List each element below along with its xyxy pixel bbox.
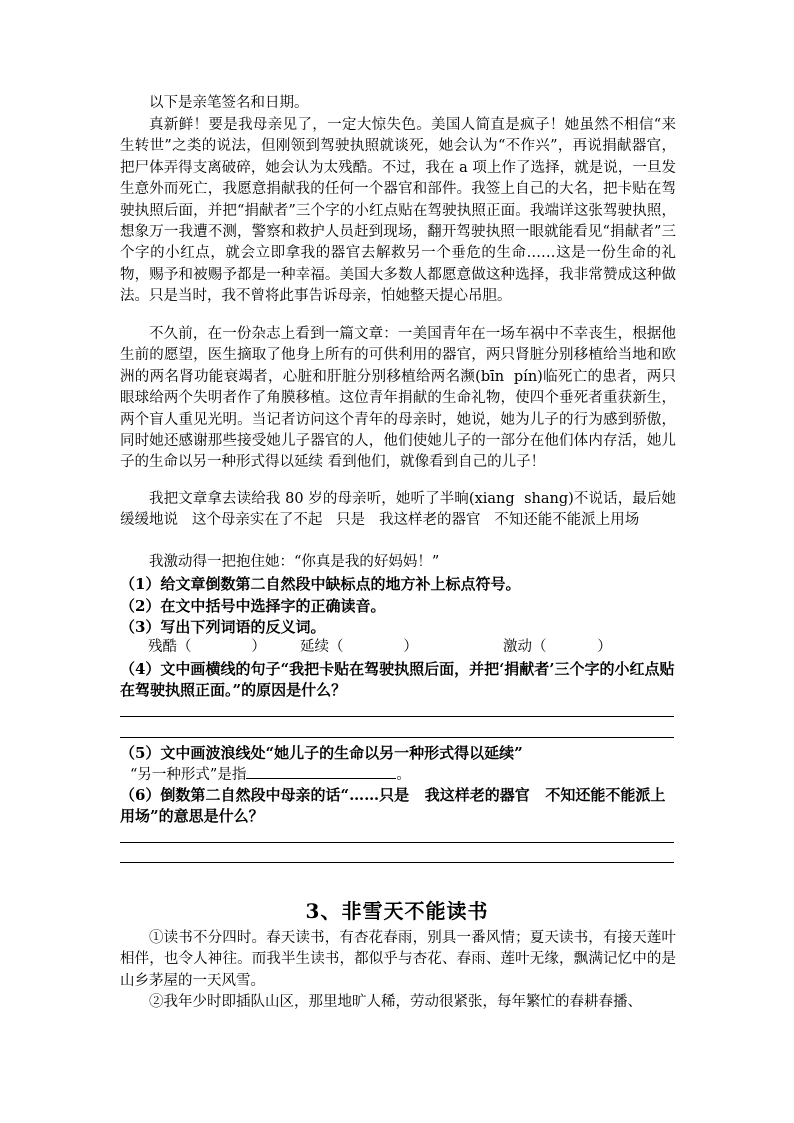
answer-line — [120, 737, 674, 738]
paragraph-signature: 以下是亲笔签名和日期。 — [149, 95, 309, 111]
question-3: （3）写出下列词语的反义词。 — [120, 618, 326, 636]
answer-line — [120, 862, 674, 863]
paragraph-hug-mother: 我激动得一把抱住她：“你真是我的好妈妈！” — [149, 554, 440, 570]
paragraph-magazine-article: 不久前，在一份杂志上看到一篇文章：一美国青年在一场车祸中不幸丧生，根据他生前的愿望，医生摘取了他身上所有的可供利用的器官，两只肾脏分别移植给当地和欧洲的两名肾功能衰竭者，心脏和肝脏分别移植给两名濒(bīn pín)临死亡的患者，两只眼球给两个失明者作了角膜移植。这位青年捐献的生命礼物，使四个垂死者重获新生，两个盲人重见光明。当记者访问这个青年的母亲时，她说，她为儿子的行为感到骄傲，同时她还感谢那些接受她儿子器官的人，他们使她儿子的一部分在他们体内存活，她儿子的生命以另一种形式得以延续 看到他们，就像看到自己的儿子！ — [120, 326, 676, 471]
answer-line — [120, 842, 674, 843]
question-5: （5）文中画波浪线处“她儿子的生命以另一种形式得以延续” — [120, 744, 523, 762]
question-1: （1）给文章倒数第二自然段中缺标点的地方补上标点符号。 — [120, 575, 521, 593]
section-paragraph-1: ①读书不分四时。春天读书，有杏花春雨，别具一番风情；夏天读书，有接天莲叶相伴，也令人神往。而我半生读书，都似乎与杏花、春雨、莲叶无缘，飘满记忆中的是山乡茅屋的一天风雪。 — [120, 930, 676, 989]
question-4: （4）文中画横线的句子“我把卡贴在驾驶执照后面，并把‘捐献者’三个字的小红点贴在驾驶执照正面。”的原因是什么？ — [120, 660, 675, 700]
question-6: （6）倒数第二自然段中母亲的话“……只是 我这样老的器官 不知还能不能派上用场”的意思是什么？ — [120, 786, 666, 826]
antonym-excited: 激动（ ） — [503, 639, 612, 655]
answer-line — [120, 716, 674, 717]
antonym-continue: 延续（ ） — [300, 639, 418, 655]
question-2: （2）在文中括号中选择字的正确读音。 — [120, 597, 386, 615]
question-5-sub — [130, 764, 411, 786]
paragraph-mother-reading: 我把文章拿去读给我 80 岁的母亲听，她听了半晌(xiang shang)不说话，最后她缓缓地说 这个母亲实在了不起 只是 我这样老的器官 不知还能不能派上用场 — [120, 491, 676, 529]
section-title: 3、非雪天不能读书 — [305, 899, 489, 923]
antonym-cruel: 残酷（ ） — [148, 639, 266, 655]
question-5-suffix: 。 — [396, 767, 411, 783]
section-paragraph-2: ②我年少时即插队山区，那里地旷人稀，劳动很紧张，每年繁忙的春耕春播、 — [149, 994, 642, 1010]
paragraph-driving-license: 真新鲜！要是我母亲见了，一定大惊失色。美国人简直是疯子！她虽然不相信“来生转世”之类的说法，但刚领到驾驶执照就谈死，她会认为“不作兴”，再说捐献器官，把尸体弄得支离破碎，她会认为太残酷。不过，我在 a 项上作了选择，就是说，一旦发生意外而死亡，我愿意捐献我的任何一个器官和部件。我签上自己的大名，把卡贴在驾驶执照后面，并把“捐献者”三个字的小红点贴在驾驶执照正面。我端详这张驾驶执照，想象万一我遭不测，警察和救护人员赶到现场，翻开驾驶执照一眼就能看见“捐献者”三个字的小红点，就会立即拿我的器官去解救另一个垂危的生命……这是一份生命的礼物，赐予和被赐予都是一种幸福。美国大多数人都愿意做这种选择，我非常赞成这种做法。只是当时，我不曾将此事告诉母亲，怕她整天提心吊胆。 — [120, 117, 676, 305]
question-5-prefix: “另一种形式”是指 — [130, 767, 247, 783]
fill-in-blank — [246, 764, 396, 779]
